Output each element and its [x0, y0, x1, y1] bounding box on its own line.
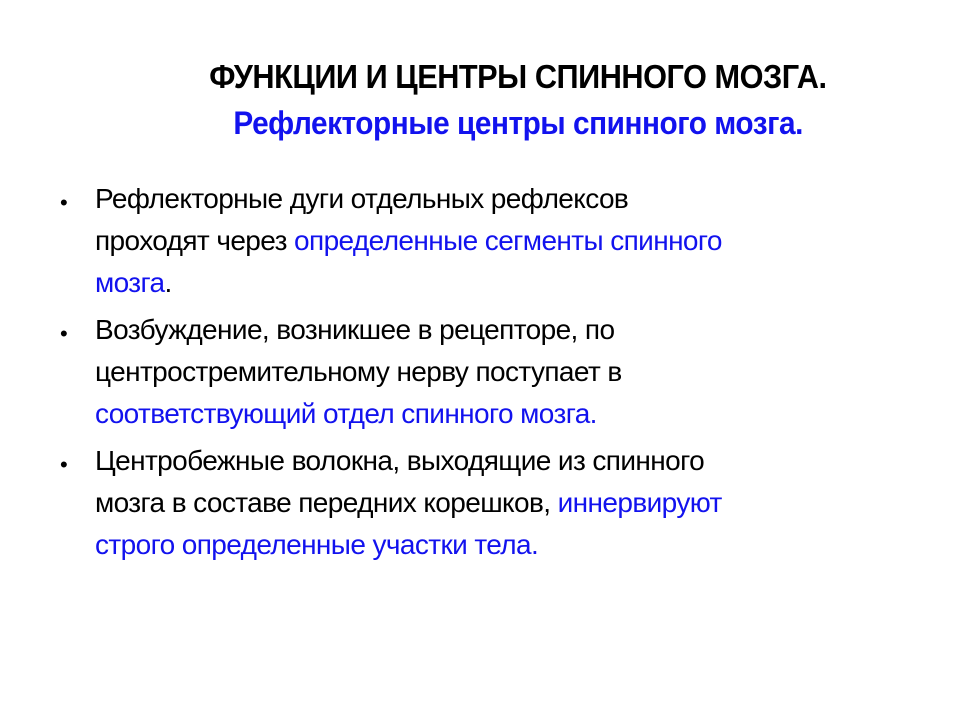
text-run: Рефлекторные дуги отдельных рефлексов — [95, 183, 629, 214]
text-run: центростремительному нерву поступает в — [95, 356, 622, 387]
text-run: проходят через — [95, 225, 295, 256]
slide — [0, 54, 960, 720]
bullet-marker-icon: • — [60, 190, 68, 215]
slide-title: ФУНКЦИИ И ЦЕНТРЫ СПИННОГО МОЗГА. — [209, 58, 827, 95]
text-run: мозга — [95, 267, 165, 298]
text-run: соответствующий отдел спинного мозга. — [95, 398, 597, 429]
bullet-line — [95, 220, 960, 262]
text-run: . — [164, 267, 172, 298]
bullet-marker-icon: • — [60, 452, 68, 477]
bullet-line — [95, 262, 960, 304]
text-run: строго определенные участки тела. — [95, 529, 539, 560]
bullet-item — [0, 309, 960, 435]
bullet-line — [95, 524, 960, 566]
text-run: мозга в составе передних корешков, — [95, 487, 558, 518]
text-run: иннервируют — [557, 487, 722, 518]
bullet-line — [95, 393, 960, 435]
text-run: определенные сегменты спинного — [294, 225, 722, 256]
bullet-marker-icon: • — [60, 321, 68, 346]
text-run: Возбуждение, возникшее в рецепторе, по — [95, 314, 615, 345]
slide-subtitle: Рефлекторные центры спинного мозга. — [233, 105, 803, 141]
title-block — [96, 54, 940, 146]
bullet-line — [95, 351, 960, 393]
bullet-line — [95, 178, 960, 220]
bullet-line — [95, 482, 960, 524]
text-run: Центробежные волокна, выходящие из спинного — [95, 445, 705, 476]
bullet-line — [95, 440, 960, 482]
bullet-item — [0, 440, 960, 566]
bullet-line — [95, 309, 960, 351]
bullet-list — [0, 178, 960, 566]
bullet-item — [0, 178, 960, 304]
